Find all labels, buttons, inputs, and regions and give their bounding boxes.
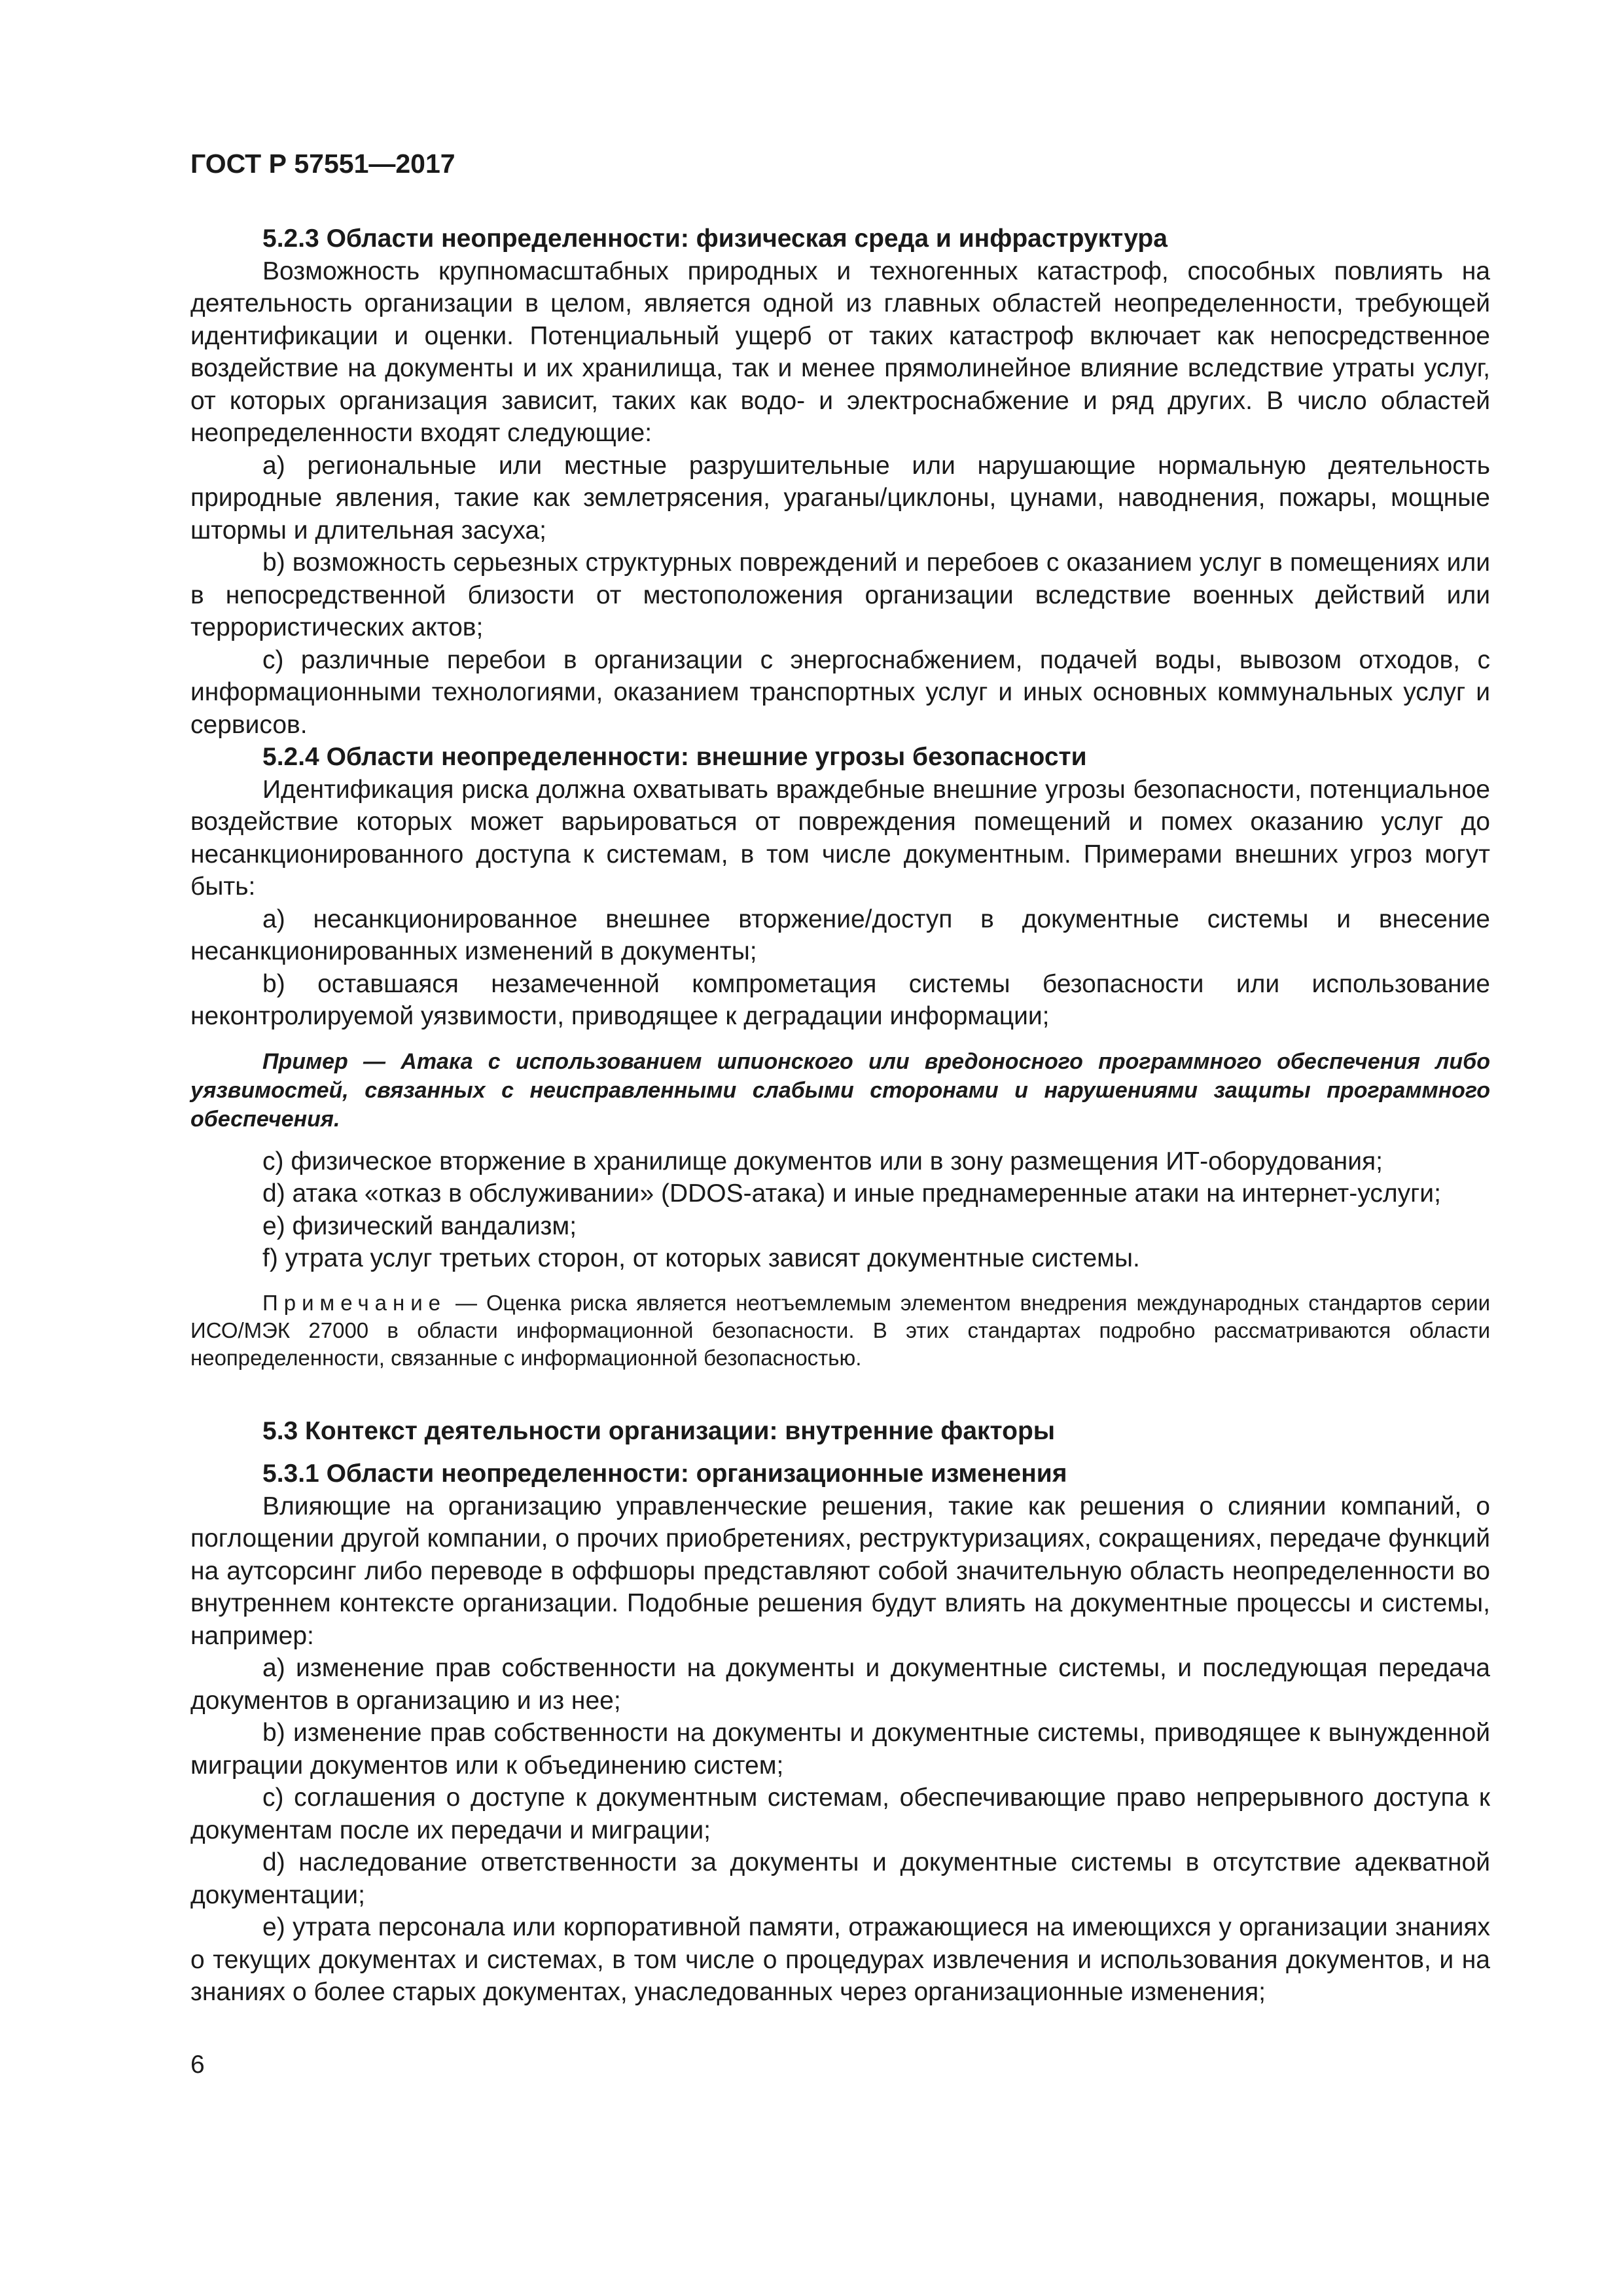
list-item: f) утрата услуг третьих сторон, от которых зависят документные системы. (262, 1244, 1140, 1272)
list-item: а) региональные или местные разрушительные или нарушающие нормальную деятельность природные явления, такие как землетрясения, ураганы/циклоны, цунами, наводнения, пожары, мощные штормы и длительная засуха; (190, 451, 1490, 545)
note-label: Примечание (262, 1290, 447, 1315)
list-item: с) физическое вторжение в хранилище документов или в зону размещения ИТ-оборудования; (262, 1147, 1383, 1175)
list-item: b) изменение прав собственности на документы и документные системы, приводящее к вынужденной миграции документов или к объединению систем; (190, 1719, 1490, 1780)
example-block: Пример — Атака с использованием шпионского или вредоносного программного обеспечения либо уязвимостей, связанных с неисправленными слабыми сторонами и нарушениями защиты программного обеспечения. (190, 1049, 1490, 1132)
list-item: b) оставшаяся незамеченной компрометация системы безопасности или использование неконтролируемой уязвимости, приводящее к деградации информации; (190, 969, 1490, 1030)
section-heading-5-3-1: 5.3.1 Области неопределенности: организационные изменения (262, 1460, 1067, 1488)
list-item: е) утрата персонала или корпоративной памяти, отражающиеся на имеющихся у организации знаниях о текущих документах и системах, в том числе о процедурах извлечения и использования документов, и на знаниях о более старых документах, унаследованных через организационные изменения; (190, 1913, 1490, 2006)
paragraph: Идентификация риска должна охватывать враждебные внешние угрозы безопасности, потенциальное воздействие которых может варьироваться от повреждения помещений и помех оказанию услуг до несанкционированного доступа к системам, в том числе документным. Примерами внешних угроз могут быть: (190, 775, 1490, 901)
list-item: е) физический вандализм; (262, 1211, 577, 1240)
list-item: а) изменение прав собственности на документы и документные системы, и последующая передача документов в организацию и из нее; (190, 1654, 1490, 1715)
list-item: d) атака «отказ в обслуживании» (DDOS-атака) и иные преднамеренные атаки на интернет-услуги; (262, 1179, 1441, 1208)
page-number: 6 (190, 2051, 205, 2079)
list-item: с) соглашения о доступе к документным системам, обеспечивающие право непрерывного доступа к документам после их передачи и миграции; (190, 1784, 1490, 1844)
note-text: — Оценка риска является неотъемлемым элементом внедрения международных стандартов серии ИСО/МЭК 27000 в области информационной безопасности. В этих стандартах подробно рассматриваются области неопределенности, связанные с информационной безопасностью. (190, 1290, 1490, 1370)
list-item: а) несанкционированное внешнее вторжение/доступ в документные системы и внесение несанкционированных изменений в документы; (190, 905, 1490, 965)
list-item: d) наследование ответственности за документы и документные системы в отсутствие адекватной документации; (190, 1848, 1490, 1909)
document-header: ГОСТ Р 57551—2017 (190, 149, 455, 179)
paragraph: Влияющие на организацию управленческие решения, такие как решения о слиянии компаний, о поглощении другой компании, о прочих приобретениях, реструктуризациях, сокращениях, передаче функций на аутсорсинг либо переводе в оффшоры представляют собой значительную область неопределенности во внутреннем контексте организации. Подобные решения будут влиять на документные процессы и системы, например: (190, 1492, 1490, 1650)
document-body (190, 223, 1490, 2009)
paragraph: Возможность крупномасштабных природных и техногенных катастроф, способных повлиять на деятельность организации в целом, является одной из главных областей неопределенности, требующей идентификации и оценки. Потенциальный ущерб от таких катастроф включает как непосредственное воздействие на документы и их хранилища, так и менее прямолинейное влияние вследствие утраты услуг, от которых организация зависит, таких как водо- и электроснабжение и ряд других. В число областей неопределенности входят следующие: (190, 257, 1490, 447)
list-item: с) различные перебои в организации с энергоснабжением, подачей воды, вывозом отходов, с информационными технологиями, оказанием транспортных услуг и иных основных коммунальных услуг и сервисов. (190, 645, 1490, 739)
section-heading-5-2-3: 5.2.3 Области неопределенности: физическая среда и инфраструктура (262, 224, 1168, 253)
list-item: b) возможность серьезных структурных повреждений и перебоев с оказанием услуг в помещениях или в непосредственной близости от местоположения организации вследствие военных действий или террористических актов; (190, 548, 1490, 641)
section-heading-5-3: 5.3 Контекст деятельности организации: внутренние факторы (262, 1416, 1056, 1445)
section-heading-5-2-4: 5.2.4 Области неопределенности: внешние угрозы безопасности (262, 743, 1087, 771)
note-block (190, 1289, 1490, 1372)
